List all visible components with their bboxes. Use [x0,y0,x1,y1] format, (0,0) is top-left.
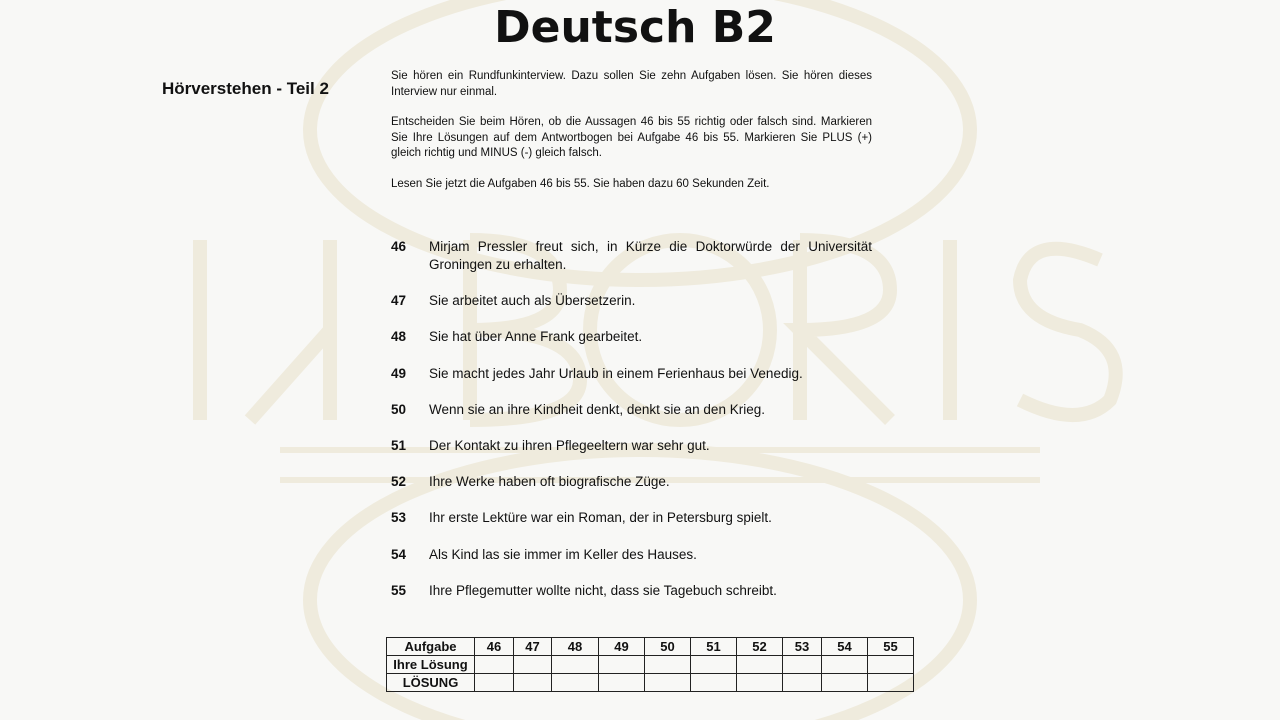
statement-item [391,582,872,600]
statement-number: 47 [391,293,407,309]
instruction-paragraph: Lesen Sie jetzt die Aufgaben 46 bis 55. Sie haben dazu 60 Sekunden Zeit. [391,177,770,190]
answer-cell[interactable] [868,656,914,674]
statement-item [391,473,872,491]
statement-number: 50 [391,401,407,417]
column-header: 51 [691,638,737,656]
statement-number: 55 [391,582,407,598]
section-heading: Hörverstehen - Teil 2 [162,79,329,98]
instructions [391,69,872,207]
page-title: Deutsch B2 [494,2,776,53]
answer-cell[interactable] [599,656,645,674]
answer-cell[interactable] [645,674,691,692]
statement-text: Sie arbeitet auch als Übersetzerin. [429,293,636,309]
statement-list [391,238,872,618]
statement-item [391,401,872,419]
statement-number: 54 [391,546,407,562]
statement-item [391,292,872,310]
statement-text: Wenn sie an ihre Kindheit denkt, denkt sie an den Krieg. [429,401,765,417]
column-header: 54 [822,638,868,656]
statement-text: Sie macht jedes Jahr Urlaub in einem Ferienhaus bei Venedig. [429,365,803,381]
statement-text: Ihr erste Lektüre war ein Roman, der in Petersburg spielt. [429,510,772,526]
row-header: Ihre Lösung [387,656,475,674]
statement-text: Der Kontakt zu ihren Pflegeeltern war sehr gut. [429,437,710,453]
column-header: 48 [552,638,599,656]
table-row [387,656,914,674]
answer-cell[interactable] [737,674,783,692]
answer-cell[interactable] [783,656,822,674]
answer-cell[interactable] [645,656,691,674]
answer-cell[interactable] [691,674,737,692]
statement-text: Sie hat über Anne Frank gearbeitet. [429,329,643,345]
instruction-paragraph: Entscheiden Sie beim Hören, ob die Aussagen 46 bis 55 richtig oder falsch sind. Markieren Sie Ihre Lösungen auf dem Antwortbogen bei Aufgabe 46 bis 55. Markieren Sie PLUS (+) gleich richtig und MINUS (-) gleich falsch. [391,116,872,159]
statement-item [391,546,872,564]
column-header: 53 [783,638,822,656]
statement-number: 52 [391,474,407,490]
column-header: 47 [514,638,552,656]
answer-cell[interactable] [822,656,868,674]
statement-text: Ihre Werke haben oft biografische Züge. [429,474,670,490]
answer-cell[interactable] [475,674,514,692]
row-header: Aufgabe [387,638,475,656]
statement-item [391,365,872,383]
column-header: 49 [599,638,645,656]
table-row [387,638,914,656]
statement-text: Mirjam Pressler freut sich, in Kürze die Doktorwürde der Universität Groningen zu erhalten. [429,239,872,272]
answer-cell[interactable] [737,656,783,674]
column-header: 50 [645,638,691,656]
statement-text: Ihre Pflegemutter wollte nicht, dass sie Tagebuch schreibt. [429,582,777,598]
answer-cell[interactable] [599,674,645,692]
answer-cell[interactable] [514,674,552,692]
answer-cell[interactable] [514,656,552,674]
answer-cell[interactable] [552,674,599,692]
column-header: 46 [475,638,514,656]
statement-text: Als Kind las sie immer im Keller des Hauses. [429,546,697,562]
statement-number: 51 [391,437,407,453]
column-header: 55 [868,638,914,656]
instruction-paragraph: Sie hören ein Rundfunkinterview. Dazu sollen Sie zehn Aufgaben lösen. Sie hören dieses Interview nur einmal. [391,70,872,98]
statement-item [391,328,872,346]
statement-item [391,509,872,527]
answer-cell[interactable] [783,674,822,692]
statement-number: 46 [391,239,407,254]
answer-table [386,637,914,692]
answer-cell[interactable] [868,674,914,692]
answer-cell[interactable] [822,674,868,692]
statement-number: 49 [391,365,407,381]
table-row [387,674,914,692]
column-header: 52 [737,638,783,656]
statement-number: 48 [391,329,407,345]
statement-number: 53 [391,510,407,526]
statement-item [391,437,872,455]
answer-cell[interactable] [475,656,514,674]
statement-item [391,238,872,274]
row-header: LÖSUNG [387,674,475,692]
answer-cell[interactable] [552,656,599,674]
answer-cell[interactable] [691,656,737,674]
